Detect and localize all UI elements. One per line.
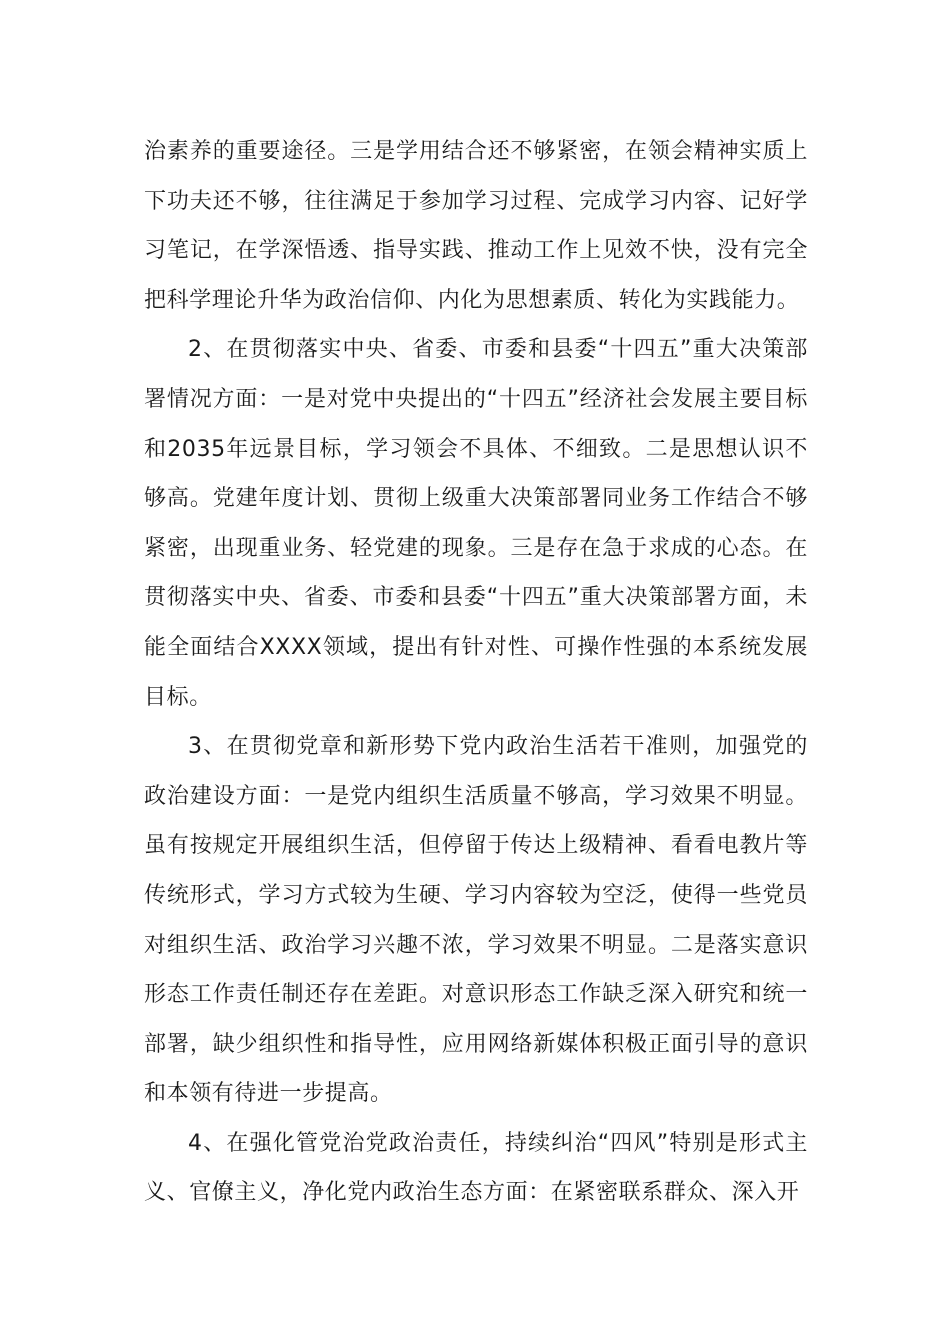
paragraph-2: 2、在贯彻落实中央、省委、市委和县委“十四五”重大决策部署情况方面：一是对党中央提出的“十四五”经济社会发展主要目标和2035年远景目标，学习领会不具体、不细致。二是思想认识不够高。党建年度计划、贯彻上级重大决策部署同业务工作结合不够紧密，出现重业务、轻党建的现象。三是存在急于求成的心态。在贯彻落实中央、省委、市委和县委“十四五”重大决策部署方面，未能全面结合XXXX领域，提出有针对性、可操作性强的本系统发展目标。 [144,337,808,710]
paragraph-4: 4、在强化管党治党政治责任，持续纠治“四风”特别是形式主义、官僚主义，净化党内政治生态方面：在紧密联系群众、深入开 [144,1130,808,1206]
document-body [144,127,808,1218]
paragraph-3: 3、在贯彻党章和新形势下党内政治生活若干准则，加强党的政治建设方面：一是党内组织生活质量不够高，学习效果不明显。虽有按规定开展组织生活，但停留于传达上级精神、看看电教片等传统形式，学习方式较为生硬、学习内容较为空泛，使得一些党员对组织生活、政治学习兴趣不浓，学习效果不明显。二是落实意识形态工作责任制还存在差距。对意识形态工作缺乏深入研究和统一部署，缺少组织性和指导性，应用网络新媒体积极正面引导的意识和本领有待进一步提高。 [144,734,808,1107]
paragraph-1: 治素养的重要途径。三是学用结合还不够紧密，在领会精神实质上下功夫还不够，往往满足于参加学习过程、完成学习内容、记好学习笔记，在学深悟透、指导实践、推动工作上见效不快，没有完全把科学理论升华为政治信仰、内化为思想素质、转化为实践能力。 [144,139,808,313]
